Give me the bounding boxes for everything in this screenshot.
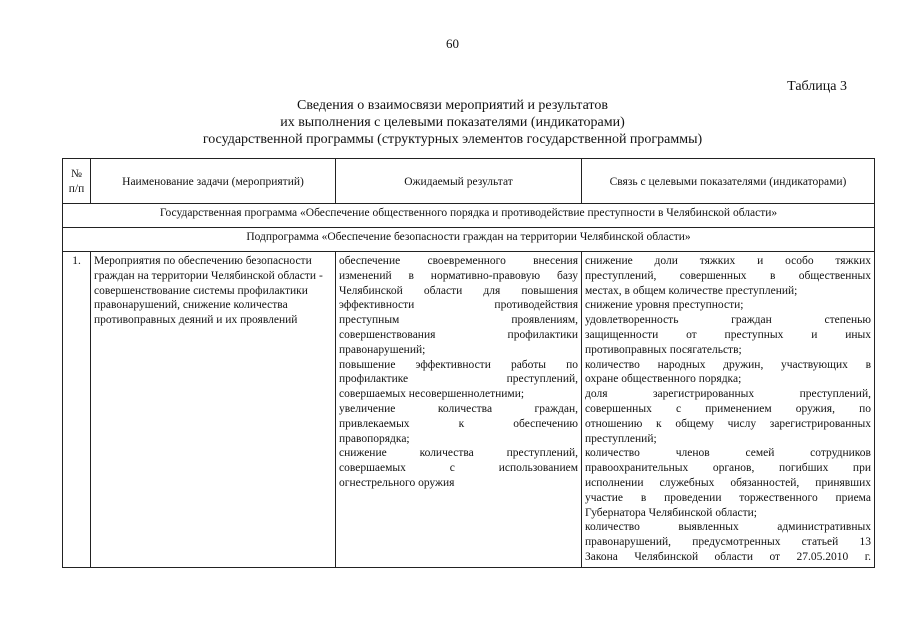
document-heading — [0, 97, 905, 148]
cell-line: совершаемых несовершеннолетними; — [339, 388, 525, 401]
heading-line-3: государственной программы (структурных элементов государственной программы) — [202, 132, 703, 147]
table-header-row — [63, 159, 875, 204]
cell-line: количество народных дружин, участвующих в — [585, 358, 871, 371]
header-result: Ожидаемый результат — [336, 159, 582, 204]
cell-line: правопорядка; — [339, 432, 410, 445]
page-number: 60 — [446, 36, 459, 51]
cell-line: снижение уровня преступности; — [585, 299, 744, 312]
cell-line: местах, в общем количестве преступлений; — [585, 284, 798, 297]
cell-line: Губернатора Челябинской области; — [585, 506, 757, 519]
cell-line: совершенных с применением оружия, по — [585, 402, 871, 415]
cell-line: участие в проведении торжественного приема — [585, 491, 871, 504]
heading-line-1: Сведения о взаимосвязи мероприятий и результатов — [297, 98, 608, 113]
cell-line: преступлений, совершенных в общественных — [585, 269, 871, 282]
cell-line: Закона Челябинской области от 27.05.2010 г. — [585, 550, 871, 563]
cell-line: Челябинской области для повышения — [339, 284, 578, 297]
cell-line: совершенствования профилактики — [339, 328, 578, 341]
cell-line: защищенности от преступных и иных — [585, 328, 871, 341]
cell-line: изменений в нормативно-правовую базу — [339, 269, 578, 282]
cell-line: снижение доли тяжких и особо тяжких — [585, 255, 871, 267]
link-cell — [582, 252, 875, 568]
cell-line: отношению к общему числу зарегистрированных — [585, 417, 871, 430]
header-num: № п/п — [63, 159, 91, 204]
subprogram-row — [63, 228, 875, 252]
table-row — [63, 252, 875, 568]
subprogram-title: Подпрограмма «Обеспечение безопасности граждан на территории Челябинской области» — [63, 228, 875, 252]
cell-line: количество членов семей сотрудников — [585, 447, 871, 460]
cell-line: огнестрельного оружия — [339, 476, 455, 489]
heading-line-2: их выполнения с целевыми показателями (индикаторами) — [280, 115, 625, 130]
results-table — [62, 158, 875, 568]
cell-line: правоохранительных органов, погибших при — [585, 462, 871, 475]
cell-line: количество выявленных административных — [585, 521, 871, 534]
cell-line: преступлений; — [585, 432, 657, 445]
cell-line: доля зарегистрированных преступлений, — [585, 388, 871, 401]
cell-line: эффективности противодействия — [339, 299, 578, 312]
header-task: Наименование задачи (мероприятий) — [91, 159, 336, 204]
program-title: Государственная программа «Обеспечение общественного порядка и противодействие преступности в Челябинской области» — [63, 204, 875, 228]
cell-line: преступным проявлениям, — [339, 314, 578, 327]
cell-line: исполнении служебных обязанностей, принявших — [585, 476, 871, 489]
cell-line: охране общественного порядка; — [585, 373, 742, 386]
cell-line: профилактике преступлений, — [339, 373, 578, 386]
table-label: Таблица 3 — [787, 79, 847, 94]
result-cell — [336, 252, 582, 568]
task-cell: Мероприятия по обеспечению безопасности граждан на территории Челябинской области - совершенствование системы профилактики правонарушений, снижение количества противоправных деяний и их проявлений — [91, 252, 336, 568]
cell-line: удовлетворенность граждан степенью — [585, 314, 871, 327]
header-link: Связь с целевыми показателями (индикаторами) — [582, 159, 875, 204]
row-number: 1. — [63, 252, 91, 568]
cell-line: обеспечение своевременного внесения — [339, 255, 578, 267]
cell-line: противоправных посягательств; — [585, 343, 742, 356]
cell-line: совершаемых с использованием — [339, 462, 578, 475]
cell-line: привлекаемых к обеспечению — [339, 417, 578, 430]
program-row — [63, 204, 875, 228]
cell-line: повышение эффективности работы по — [339, 358, 578, 371]
cell-line: увеличение количества граждан, — [339, 402, 578, 415]
cell-line: правонарушений; — [339, 343, 426, 356]
cell-line: правонарушений, предусмотренных статьей 13 — [585, 536, 871, 549]
cell-line: снижение количества преступлений, — [339, 447, 578, 460]
